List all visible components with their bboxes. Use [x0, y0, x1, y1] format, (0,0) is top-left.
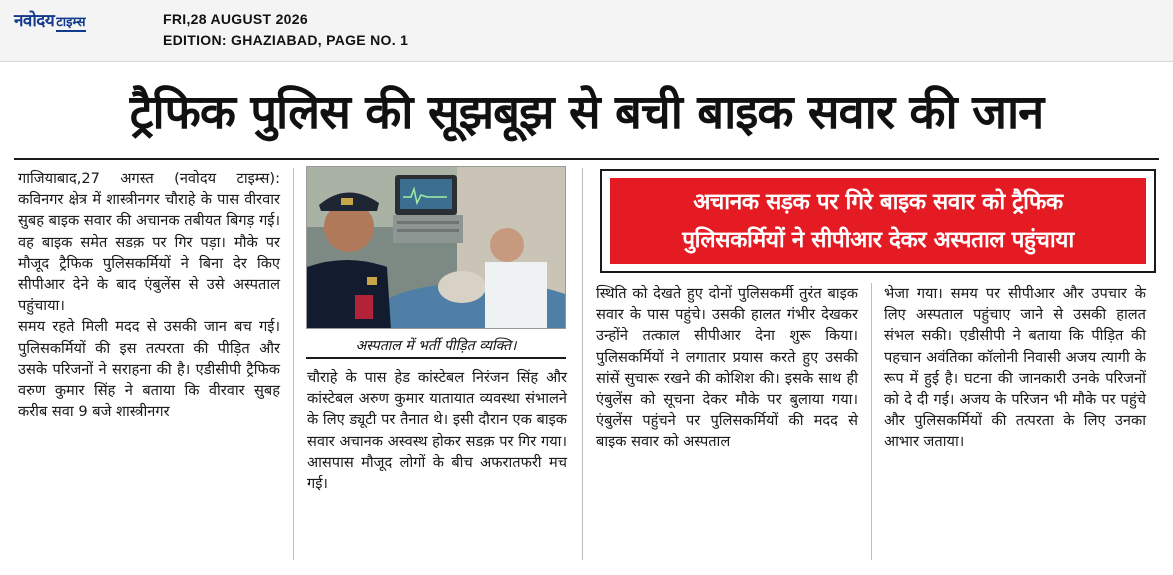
article-column-1: [18, 168, 280, 422]
edition-info: [163, 9, 408, 51]
article-paragraph: चौराहे के पास हेड कांस्टेबल निरंजन सिंह और कांस्टेबल अरुण कुमार यातायात व्यवस्था संभालने के लिए ड्यूटी पर तैनात थे। इसी दौरान एक बाइक सवार अचानक अस्वस्थ होकर सडक़ पर गिर गया। आसपास मौजूद लोगों के बीच अफरातफरी मच गई।: [307, 369, 567, 493]
column-divider: [293, 168, 294, 560]
hospital-photo-illustration: [307, 167, 566, 329]
article-column-2: [307, 367, 567, 494]
headline-rule: [14, 158, 1159, 160]
article-column-3: [596, 283, 858, 453]
subheadline-line-1: अचानक सड़क पर गिरे बाइक सवार को ट्रैफिक: [693, 189, 1063, 215]
edition-header-bar: [0, 0, 1173, 62]
logo-main-text: नवोदय: [14, 11, 55, 31]
article-paragraph: गाजियाबाद,27 अगस्त (नवोदय टाइम्स): कविनगर क्षेत्र में शास्त्रीनगर चौराहे के पास वीरवार सुबह बाइक सवार की अचानक तबीयत बिगड़ गई। वह बाइक समेत सडक़ पर गिर पड़ा। मौके पर मौजूद ट्रैफिक पुलिसकर्मियों ने बिना देर किए सीपीआर देने के बाद एंबुलेंस से उसे अस्पताल पहुंचाया।: [18, 170, 280, 315]
newspaper-logo[interactable]: [14, 8, 86, 32]
column-divider: [582, 168, 583, 560]
article-headline: ट्रैफिक पुलिस की सूझबूझ से बची बाइक सवार की जान: [129, 85, 1044, 140]
article-photo[interactable]: [306, 166, 566, 329]
article-column-4: [884, 283, 1146, 453]
edition-date: FRI,28 AUGUST 2026: [163, 11, 308, 27]
subheadline-line-2: पुलिसकर्मियों ने सीपीआर देकर अस्पताल पहुंचाया: [682, 227, 1074, 253]
article-paragraph: समय रहते मिली मदद से उसकी जान बच गई। पुलिसकर्मियों की इस तत्परता की पीड़ित और उसके परिजनों ने सराहना की है। एडीसीपी ट्रैफिक वरुण कुमार सिंह ने बताया कि वीरवार सुबह करीब सवा 9 बजे शास्त्रीनगर: [18, 318, 280, 421]
article-paragraph: भेजा गया। समय पर सीपीआर और उपचार के लिए अस्पताल पहुंचाए जाने से उसकी हालत संभल सकी। एडीसीपी ने बताया कि पीड़ित की पहचान अवंतिका कॉलोनी निवासी अजय त्यागी के रूप में हुई है। घटना की जानकारी उनके परिजनों को दे दी गई। अजय के परिजन भी मौके पर पहुंचे और पुलिसकर्मियों की तत्परता के लिए उनका आभार जताया।: [884, 285, 1146, 451]
logo-sub-text: टाइम्स: [56, 12, 85, 32]
subheadline-box: [600, 169, 1156, 273]
subheadline-banner: [610, 178, 1146, 264]
column-divider: [871, 283, 872, 560]
photo-caption: अस्पताल में भर्ती पीड़ित व्यक्ति।: [306, 333, 566, 359]
edition-page: EDITION: GHAZIABAD, PAGE NO. 1: [163, 32, 409, 48]
article-paragraph: स्थिति को देखते हुए दोनों पुलिसकर्मी तुरंत बाइक सवार के पास पहुंचे। उसकी हालत गंभीर देखकर उन्होंने तत्काल सीपीआर देना शुरू किया। पुलिसकर्मियों ने लगातार प्रयास करते हुए उसकी सांसें सुचारू रखने की कोशिश की। इसके साथ ही एंबुलेंस को सूचना देकर मौके पर बुलाया गया। एंबुलेंस पहुंचने पर पुलिसकर्मियों की मदद से बाइक सवार को अस्पताल: [596, 285, 858, 451]
